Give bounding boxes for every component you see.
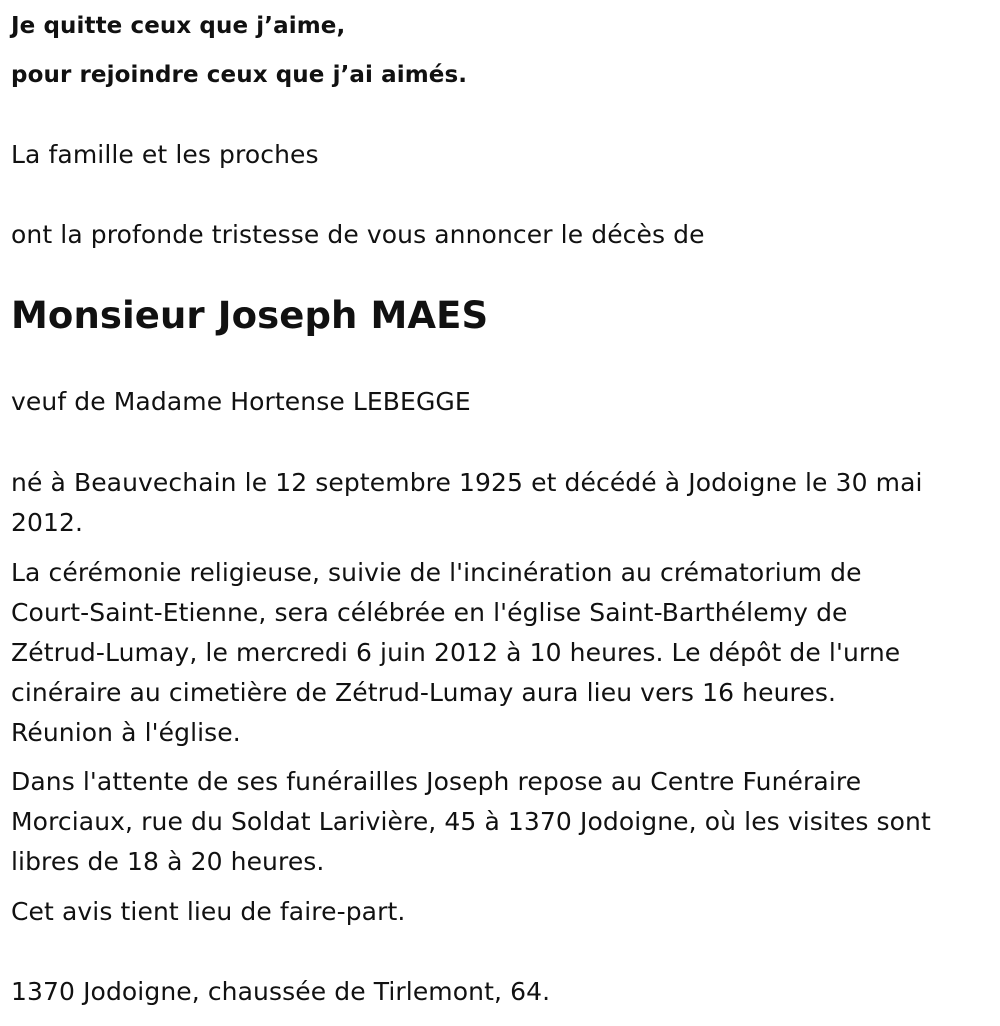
visitation-line-2: Morciaux, rue du Soldat Larivière, 45 à 1370 Jodoigne, où les visites sont [11, 807, 931, 836]
notice-text: Cet avis tient lieu de faire-part. [11, 897, 406, 926]
visitation-line-3: libres de 18 à 20 heures. [11, 847, 325, 876]
birth-death-line-2: 2012. [11, 508, 84, 537]
ceremony-line-3: Zétrud-Lumay, le mercredi 6 juin 2012 à 10 heures. Le dépôt de l'urne [11, 638, 901, 667]
announcement-text: ont la profonde tristesse de vous annoncer le décès de [11, 220, 705, 249]
visitation-line-1: Dans l'attente de ses funérailles Joseph repose au Centre Funéraire [11, 767, 862, 796]
ceremony-line-4: cinéraire au cimetière de Zétrud-Lumay aura lieu vers 16 heures. [11, 678, 837, 707]
address-text: 1370 Jodoigne, chaussée de Tirlemont, 64. [11, 977, 551, 1006]
quote-line-2: pour rejoindre ceux que j’ai aimés. [11, 62, 468, 88]
ceremony-line-5: Réunion à l'église. [11, 718, 241, 747]
birth-death-line-1: né à Beauvechain le 12 septembre 1925 et décédé à Jodoigne le 30 mai [11, 468, 923, 497]
ceremony-line-2: Court-Saint-Etienne, sera célébrée en l'église Saint-Barthélemy de [11, 598, 848, 627]
ceremony-line-1: La cérémonie religieuse, suivie de l'incinération au crématorium de [11, 558, 862, 587]
family-text: La famille et les proches [11, 140, 319, 169]
widower-text: veuf de Madame Hortense LEBEGGE [11, 387, 471, 416]
quote-line-1: Je quitte ceux que j’aime, [11, 13, 346, 39]
deceased-name: Monsieur Joseph MAES [11, 294, 489, 337]
